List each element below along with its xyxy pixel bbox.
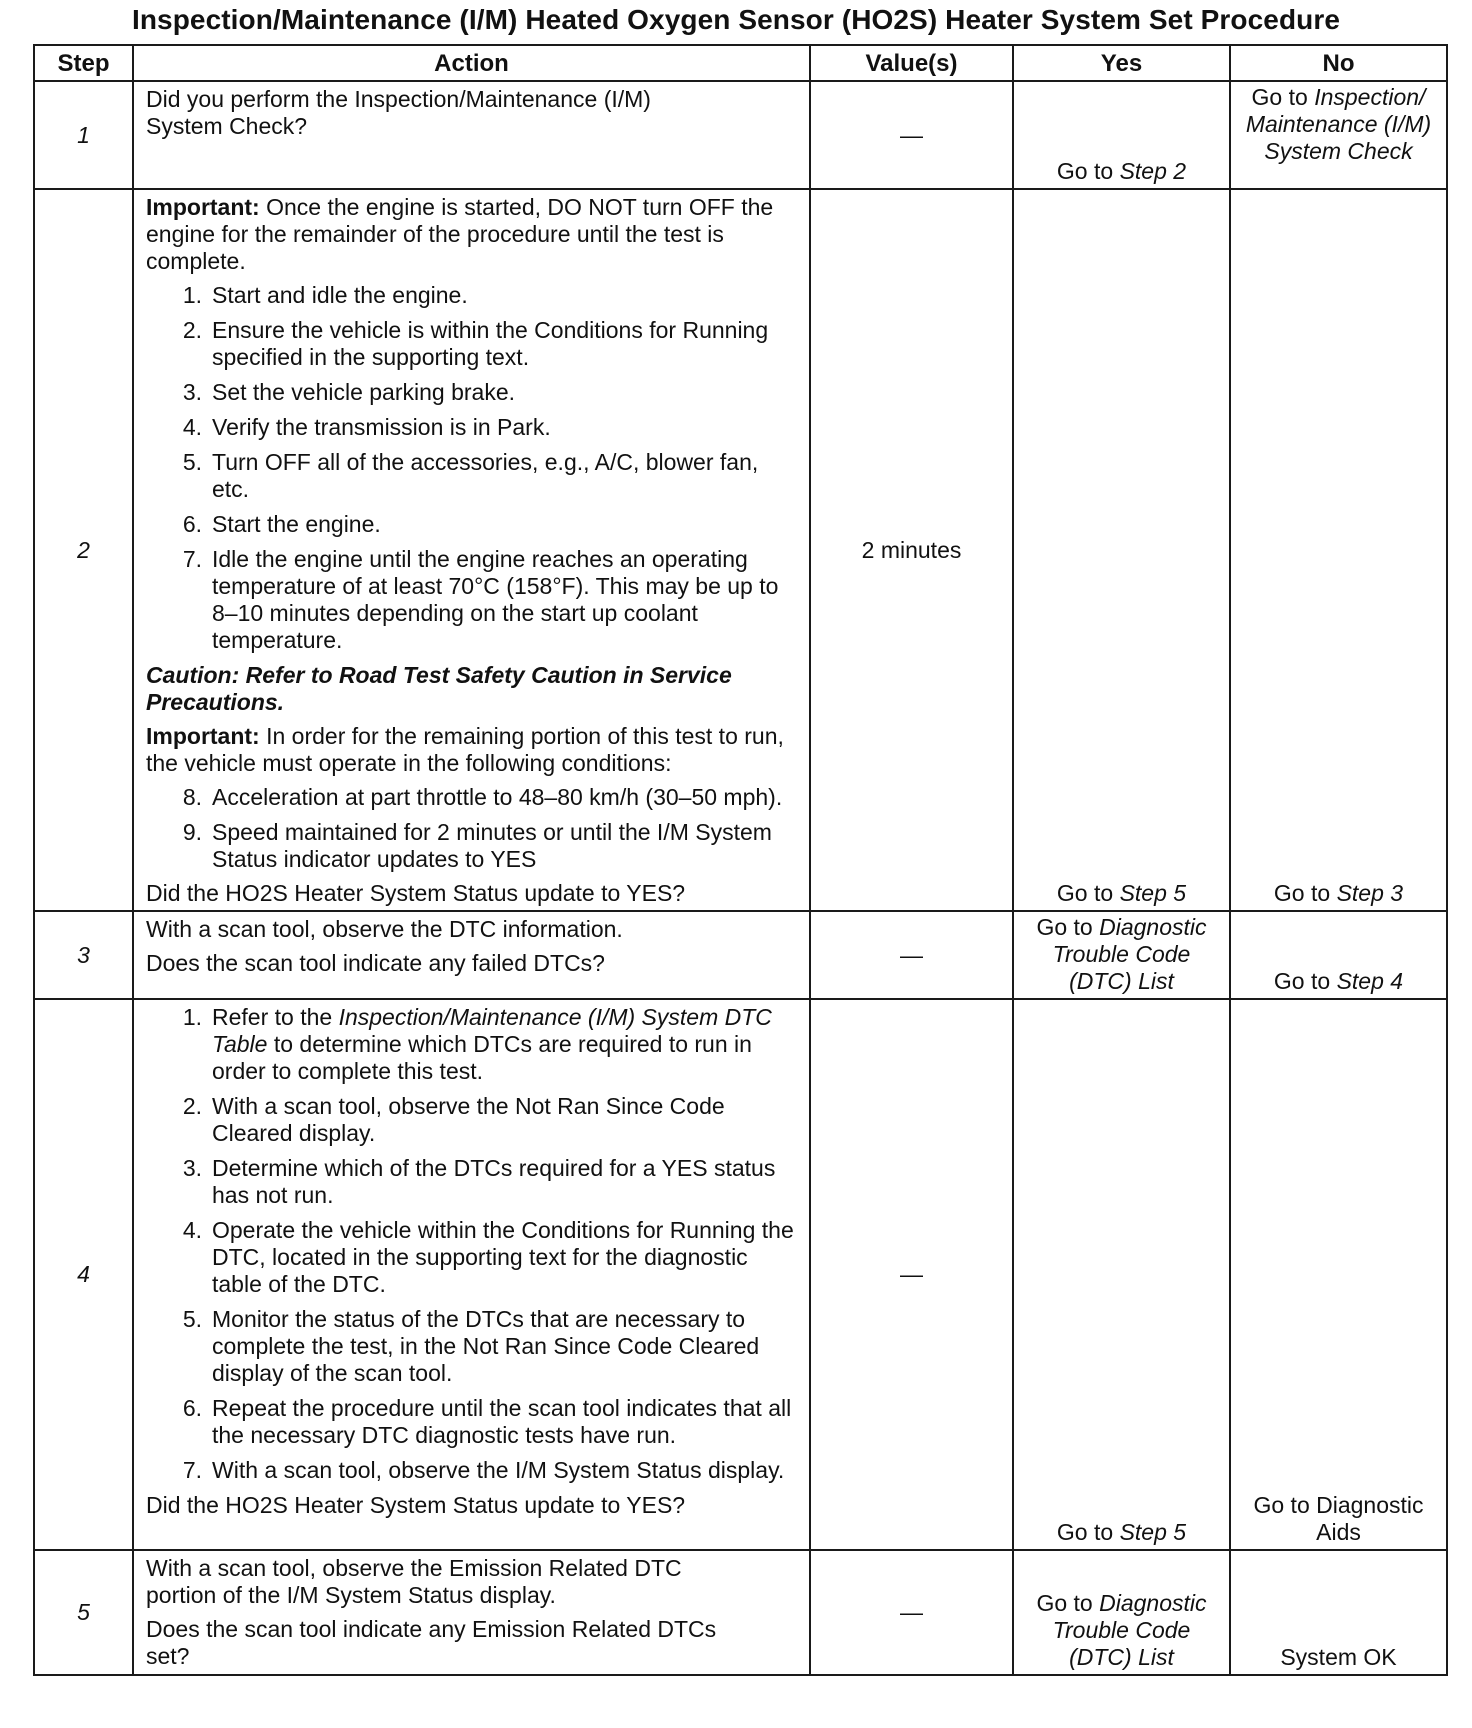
procedure-list: [146, 282, 801, 654]
yes-link-dtc-list[interactable]: Diagnostic Trouble Code (DTC) List: [1052, 914, 1207, 994]
no-go-to: Go to: [1251, 84, 1315, 110]
important-label: Important:: [146, 194, 260, 220]
action-cell: [133, 999, 810, 1550]
step-number: 4: [34, 999, 133, 1550]
item-number: 3.: [182, 1155, 202, 1181]
item-text: Set the vehicle parking brake.: [212, 379, 516, 405]
table-header-row: [34, 45, 1447, 81]
item-number: 3.: [182, 379, 202, 405]
conditions-list: [146, 784, 801, 873]
table-row-step-1: [34, 81, 1447, 189]
item-text: Speed maintained for 2 minutes or until the I/M System Status indicator updates to YES: [212, 819, 772, 872]
action-text: With a scan tool, observe the Emission Related DTC portion of the I/M System Status display.: [146, 1555, 682, 1608]
step-number: 3: [34, 911, 133, 999]
yes-cell: [1013, 911, 1230, 999]
item-number: 8.: [182, 784, 202, 810]
list-item: [146, 511, 801, 538]
important-text: In order for the remaining portion of this test to run, the vehicle must operate in the following conditions:: [146, 723, 784, 776]
item-text: Start and idle the engine.: [212, 282, 468, 308]
yes-go-to: Go to: [1036, 914, 1100, 940]
value-cell: —: [810, 911, 1013, 999]
page-title: Inspection/Maintenance (I/M) Heated Oxygen Sensor (HO2S) Heater System Set Procedure: [131, 4, 1341, 35]
item-number: 2.: [182, 1093, 202, 1119]
action-text: With a scan tool, observe the DTC information.: [146, 916, 623, 942]
item-text-post: to determine which DTCs are required to run in order to complete this test.: [212, 1031, 752, 1084]
item-number: 1.: [182, 1004, 202, 1030]
important-label: Important:: [146, 723, 260, 749]
caution-note: Caution: Refer to Road Test Safety Caution in Service Precautions.: [146, 662, 732, 715]
yes-cell: [1013, 999, 1230, 1550]
value-cell: —: [810, 81, 1013, 189]
list-item: [146, 1217, 801, 1298]
item-number: 7.: [182, 546, 202, 572]
no-link-step-4[interactable]: Step 4: [1336, 968, 1404, 994]
item-text: Monitor the status of the DTCs that are necessary to complete the test, in the Not Ran Since Code Cleared display of the scan tool.: [212, 1306, 760, 1386]
item-number: 5.: [182, 449, 202, 475]
link-im-system-dtc-table[interactable]: Inspection/Maintenance (I/M) System DTC Table: [212, 1004, 772, 1057]
item-text: Start the engine.: [212, 511, 381, 537]
list-item: [146, 1004, 801, 1085]
action-question: Does the scan tool indicate any Emission Related DTCs set?: [146, 1616, 717, 1669]
table-row-step-2: [34, 189, 1447, 911]
item-number: 9.: [182, 819, 202, 845]
list-item: [146, 1457, 801, 1484]
header-values: Value(s): [810, 45, 1013, 81]
item-text: With a scan tool, observe the I/M System Status display.: [212, 1457, 785, 1483]
list-item: [146, 1093, 801, 1147]
yes-cell: [1013, 1550, 1230, 1675]
yes-cell: [1013, 81, 1230, 189]
item-text-pre: Refer to the: [212, 1004, 339, 1030]
action-cell: [133, 189, 810, 911]
item-text: Operate the vehicle within the Conditions for Running the DTC, located in the supporting text for the diagnostic table of the DTC.: [212, 1217, 794, 1297]
yes-link-step-2[interactable]: Step 2: [1119, 158, 1187, 184]
item-text: With a scan tool, observe the Not Ran Since Code Cleared display.: [212, 1093, 725, 1146]
no-go-to: Go to: [1273, 968, 1337, 994]
list-item: [146, 1395, 801, 1449]
yes-link-dtc-list[interactable]: Diagnostic Trouble Code (DTC) List: [1052, 1590, 1207, 1670]
yes-link-step-5[interactable]: Step 5: [1119, 880, 1187, 906]
item-text: Acceleration at part throttle to 48–80 km/h (30–50 mph).: [212, 784, 783, 810]
value-cell: 2 minutes: [810, 189, 1013, 911]
header-no: No: [1230, 45, 1447, 81]
list-item: [146, 414, 801, 441]
item-number: 5.: [182, 1306, 202, 1332]
no-link-im-system-check[interactable]: Inspection/ Maintenance (I/M) System Check: [1245, 84, 1432, 164]
list-item: [146, 282, 801, 309]
list-item: [146, 546, 801, 654]
action-cell: [133, 1550, 810, 1675]
item-text: Determine which of the DTCs required for a YES status has not run.: [212, 1155, 776, 1208]
procedure-list: [146, 1004, 801, 1484]
yes-go-to: Go to: [1056, 1519, 1120, 1545]
item-text: Turn OFF all of the accessories, e.g., A/C, blower fan, etc.: [212, 449, 759, 502]
item-text: Idle the engine until the engine reaches an operating temperature of at least 70°C (158°F). This may be up to 8–10 minutes depending on the start up coolant temperature.: [212, 546, 779, 653]
step-number: 5: [34, 1550, 133, 1675]
item-text: [212, 1004, 801, 1085]
list-item: [146, 449, 801, 503]
action-cell: [133, 81, 810, 189]
table-row-step-4: [34, 999, 1447, 1550]
list-item: [146, 1306, 801, 1387]
no-go-to: Go to: [1273, 880, 1337, 906]
no-link-diagnostic-aids[interactable]: Go to Diagnostic Aids: [1253, 1492, 1424, 1545]
yes-go-to: Go to: [1036, 1590, 1100, 1616]
no-link-step-3[interactable]: Step 3: [1336, 880, 1404, 906]
value-cell: —: [810, 999, 1013, 1550]
action-question: Did the HO2S Heater System Status update to YES?: [146, 1492, 686, 1518]
value-cell: —: [810, 1550, 1013, 1675]
action-question: Did the HO2S Heater System Status update to YES?: [146, 880, 686, 906]
no-cell: [1230, 911, 1447, 999]
item-number: 2.: [182, 317, 202, 343]
action-question: Does the scan tool indicate any failed DTCs?: [146, 950, 605, 976]
item-number: 1.: [182, 282, 202, 308]
step-number: 1: [34, 81, 133, 189]
item-number: 4.: [182, 1217, 202, 1243]
header-step: Step: [34, 45, 133, 81]
item-text: Repeat the procedure until the scan tool indicates that all the necessary DTC diagnostic tests have run.: [212, 1395, 792, 1448]
no-cell: [1230, 999, 1447, 1550]
no-result-system-ok: System OK: [1280, 1644, 1397, 1670]
item-number: 7.: [182, 1457, 202, 1483]
yes-link-step-5[interactable]: Step 5: [1119, 1519, 1187, 1545]
list-item: [146, 317, 801, 371]
item-number: 6.: [182, 511, 202, 537]
list-item: [146, 784, 801, 811]
no-cell: [1230, 189, 1447, 911]
yes-cell: [1013, 189, 1230, 911]
action-cell: [133, 911, 810, 999]
header-action: Action: [133, 45, 810, 81]
important-note: [146, 194, 801, 275]
step-number: 2: [34, 189, 133, 911]
procedure-table: [33, 44, 1448, 1676]
item-text: Ensure the vehicle is within the Conditions for Running specified in the supporting text.: [212, 317, 769, 370]
table-row-step-5: [34, 1550, 1447, 1675]
yes-go-to: Go to: [1056, 880, 1120, 906]
yes-go-to: Go to: [1056, 158, 1120, 184]
table-row-step-3: [34, 911, 1447, 999]
action-question: Did you perform the Inspection/Maintenance (I/M) System Check?: [146, 86, 651, 139]
no-cell: [1230, 81, 1447, 189]
header-yes: Yes: [1013, 45, 1230, 81]
important-text: Once the engine is started, DO NOT turn OFF the engine for the remainder of the procedure until the test is complete.: [146, 194, 774, 274]
item-number: 6.: [182, 1395, 202, 1421]
list-item: [146, 819, 801, 873]
list-item: [146, 379, 801, 406]
item-text: Verify the transmission is in Park.: [212, 414, 551, 440]
no-cell: [1230, 1550, 1447, 1675]
list-item: [146, 1155, 801, 1209]
item-number: 4.: [182, 414, 202, 440]
important-note-2: [146, 723, 801, 777]
